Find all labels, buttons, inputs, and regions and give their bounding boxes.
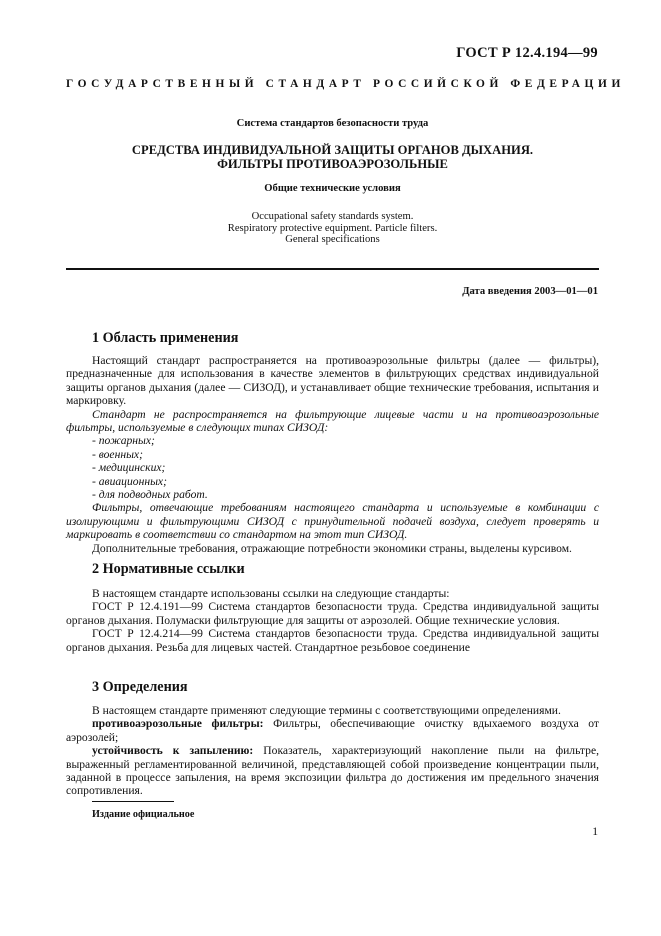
footer-divider (92, 801, 174, 802)
introduction-date: Дата введения 2003—01—01 (462, 286, 598, 297)
document-subtitle: Общие технические условия (264, 183, 401, 194)
state-standard-title: ГОСУДАРСТВЕННЫЙ СТАНДАРТ РОССИЙСКОЙ ФЕДЕРАЦИИ (66, 78, 625, 90)
section-3 (92, 679, 599, 695)
document-code: ГОСТ Р 12.4.194—99 (456, 45, 598, 61)
title-divider (66, 268, 599, 270)
list-item: - для подводных работ. (92, 488, 208, 502)
document-main-title (66, 143, 599, 171)
definition-text: Показатель, характеризующий накопление пыли на фильтре, выраженный регламентированной величиной, представляющей собой произведение концентрации пыли, заданной в процессе запыления, на время экспозиции фильтра до достижения им предельного значения сопротивления. (66, 744, 599, 798)
section-2-paragraph-3: ГОСТ Р 12.4.214—99 Система стандартов безопасности труда. Средства индивидуальной защиты органов дыхания. Резьба для лицевых частей. Стандартное резьбовое соединение (66, 627, 599, 654)
official-edition-note: Издание официальное (92, 809, 195, 820)
section-1-body (66, 354, 599, 555)
section-3-heading: 3 Определения (92, 679, 188, 695)
section-2-paragraph-1: В настоящем стандарте использованы ссылки на следующие стандарты: (92, 587, 450, 600)
section-1-paragraph-3: Фильтры, отвечающие требованиям настоящего стандарта и используемые в комбинации с изолирующими и фильтрующими СИЗОД с принудительной подачей воздуха, следует проверять и маркировать в соответствии со стандартом на этот тип СИЗОД. (66, 501, 599, 542)
section-3-body (66, 704, 599, 798)
english-title-line-2: Respiratory protective equipment. Particle filters. (227, 222, 438, 234)
section-1-paragraph-2: Стандарт не распространяется на фильтрующие лицевые части и на противоаэрозольные фильтры, используемые в следующих типах СИЗОД: (66, 407, 599, 435)
term-anti-aerosol-filters: противоаэрозольные фильтры: (92, 717, 264, 731)
definition-text: Фильтры, обеспечивающие очистку вдыхаемого воздуха от аэрозолей; (66, 717, 599, 744)
section-1-heading: 1 Область применения (92, 330, 239, 346)
term-dust-resistance: устойчивость к запылению: (92, 744, 254, 758)
english-title (66, 211, 599, 246)
list-item: - авиационных; (92, 474, 167, 488)
section-2 (92, 561, 599, 577)
section-2-body (66, 587, 599, 654)
standards-system-title: Система стандартов безопасности труда (236, 118, 429, 129)
list-item: - военных; (92, 447, 143, 461)
definition-anti-aerosol-filters (66, 717, 599, 744)
section-1-paragraph-1: Настоящий стандарт распространяется на противоаэрозольные фильтры (далее — фильтры), предназначенные для использования в качестве элементов в фильтрующих средствах индивидуальной защиты органов дыхания (далее — СИЗОД), и устанавливает общие технические требования, испытания и маркировку. (66, 354, 599, 408)
section-2-paragraph-2: ГОСТ Р 12.4.191—99 Система стандартов безопасности труда. Средства индивидуальной защиты органов дыхания. Полумаски фильтрующие для защиты от аэрозолей. Общие технические условия. (66, 600, 599, 627)
definition-dust-resistance (66, 744, 599, 798)
list-item: - пожарных; (92, 434, 155, 448)
section-1-paragraph-4: Дополнительные требования, отражающие потребности экономики страны, выделены курсивом. (92, 541, 572, 555)
section-1 (92, 330, 599, 346)
section-3-paragraph-1: В настоящем стандарте применяют следующие термины с соответствующими определениями. (92, 704, 561, 717)
main-title-line-2: ФИЛЬТРЫ ПРОТИВОАЭРОЗОЛЬНЫЕ (217, 157, 448, 171)
section-2-heading: 2 Нормативные ссылки (92, 561, 245, 577)
english-title-line-3: General specifications (285, 234, 380, 245)
english-title-line-1: Occupational safety standards system. (251, 211, 414, 222)
list-item: - медицинских; (92, 461, 166, 475)
main-title-line-1: СРЕДСТВА ИНДИВИДУАЛЬНОЙ ЗАЩИТЫ ОРГАНОВ ДЫХАНИЯ. (131, 143, 534, 157)
page-number: 1 (592, 825, 598, 838)
